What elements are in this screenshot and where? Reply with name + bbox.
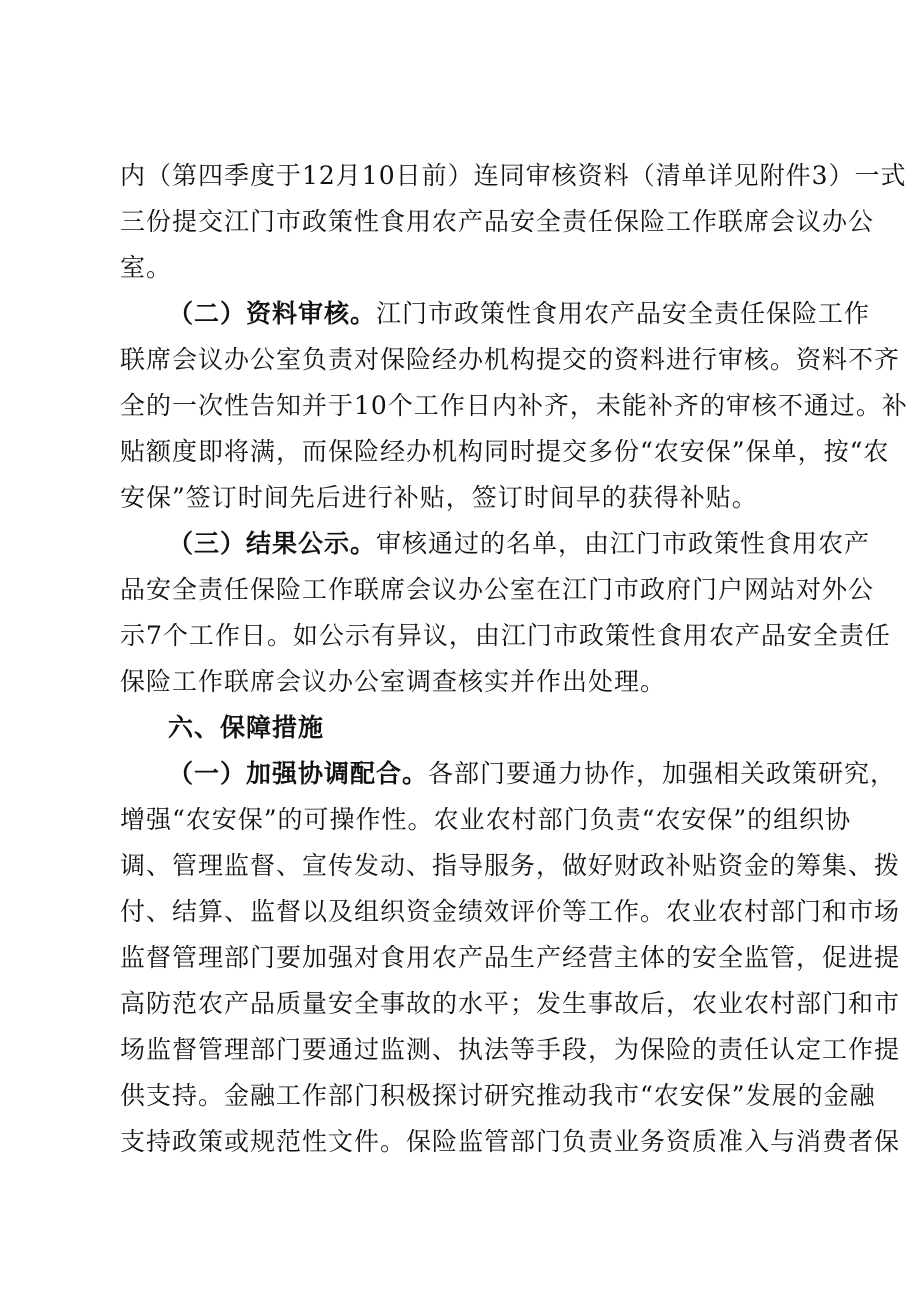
section-line [168,529,871,559]
section-lead: （二）资料审核。 [168,299,377,328]
text-line: 增强“农安保”的可操作性。农业农村部门负责“农安保”的组织协 [120,805,852,834]
section-line [168,299,871,329]
section-lead: （一）加强协调配合。 [168,759,429,788]
text-line: 品安全责任保险工作联席会议办公室在江门市政府门户网站对外公 [120,575,875,604]
text-line: 高防范农产品质量安全事故的水平；发生事故后，农业农村部门和市 [120,989,901,1018]
text-line: 贴额度即将满，而保险经办机构同时提交多份“农安保”保单，按“农 [120,437,890,466]
text-line: 内（第四季度于12月10日前）连同审核资料（清单详见附件3）一式 [120,161,907,190]
text-span: 江门市政策性食用农产品安全责任保险工作 [376,299,871,328]
text-line: 联席会议办公室负责对保险经办机构提交的资料进行审核。资料不齐 [120,345,901,374]
section-lead: （三）结果公示。 [168,529,377,558]
text-line: 调、管理监督、宣传发动、指导服务，做好财政补贴资金的筹集、拨 [120,851,901,880]
text-line: 安保”签订时间先后进行补贴，签订时间早的获得补贴。 [120,483,758,512]
text-line: 付、结算、监督以及组织资金绩效评价等工作。农业农村部门和市场 [120,897,901,926]
text-line: 支持政策或规范性文件。保险监管部门负责业务资质准入与消费者保 [120,1127,901,1156]
section-heading: 六、保障措施 [168,713,325,742]
text-line: 监督管理部门要加强对食用农产品生产经营主体的安全监管，促进提 [120,943,901,972]
text-span: 审核通过的名单，由江门市政策性食用农产 [376,529,871,558]
text-line: 室。 [120,253,173,282]
text-line: 示7个工作日。如公示有异议，由江门市政策性食用农产品安全责任 [120,621,891,650]
text-line: 供支持。金融工作部门积极探讨研究推动我市“农安保”发展的金融 [120,1081,876,1110]
section-line [168,759,897,789]
text-line: 全的一次性告知并于10个工作日内补齐，未能补齐的审核不通过。补 [120,391,908,420]
text-span: 各部门要通力协作，加强相关政策研究， [428,759,897,788]
text-line: 场监督管理部门要通过监测、执法等手段，为保险的责任认定工作提 [120,1035,901,1064]
text-line: 保险工作联席会议办公室调查核实并作出处理。 [120,667,667,696]
text-line: 三份提交江门市政策性食用农产品安全责任保险工作联席会议办公 [120,207,875,236]
